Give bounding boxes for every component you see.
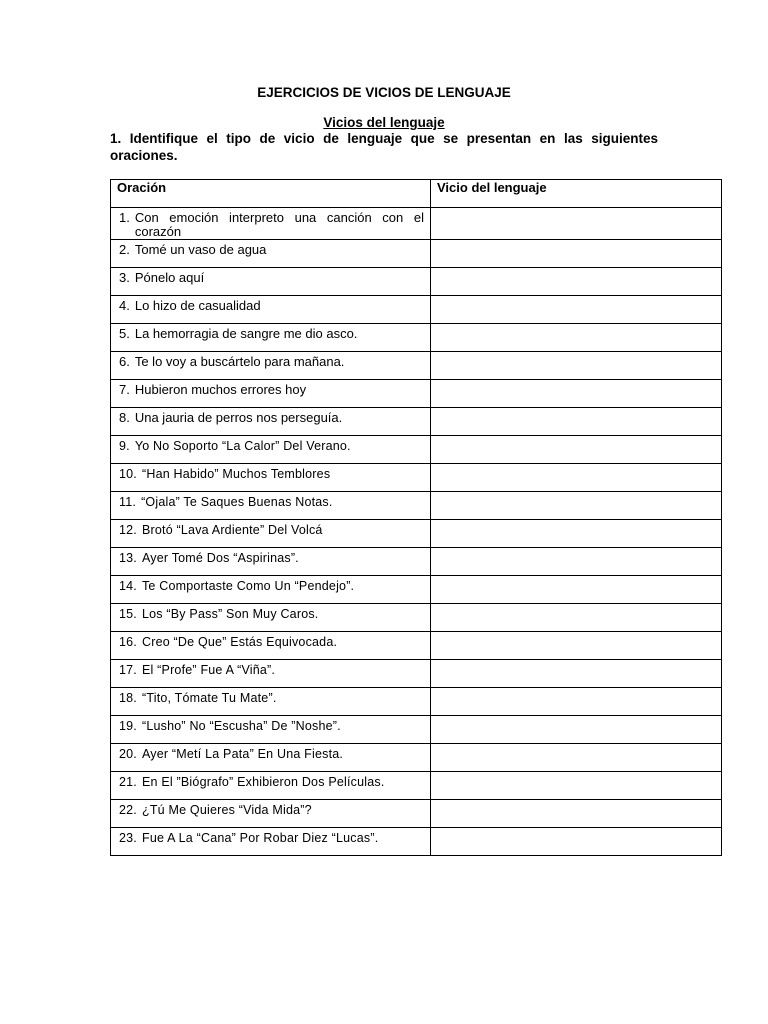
table-row — [111, 408, 722, 436]
answer-cell[interactable] — [431, 604, 722, 632]
row-number: 5. — [119, 326, 130, 341]
table-row — [111, 828, 722, 856]
sentence-text: Pónelo aquí — [134, 270, 205, 285]
sentence-text: “Lusho” No “Escusha” De ”Noshe”. — [141, 719, 341, 733]
sentence-cell — [111, 716, 431, 744]
answer-cell[interactable] — [431, 548, 722, 576]
table-row — [111, 436, 722, 464]
answer-cell[interactable] — [431, 716, 722, 744]
table-row — [111, 744, 722, 772]
exercise-table — [110, 179, 722, 856]
answer-cell[interactable] — [431, 744, 722, 772]
row-number: 22. — [119, 803, 137, 817]
row-number: 21. — [119, 775, 137, 789]
row-number: 4. — [119, 298, 130, 313]
sentence-text: El “Profe” Fue A “Viña”. — [141, 663, 276, 677]
row-number: 12. — [119, 523, 137, 537]
sentence-text: ¿Tú Me Quieres “Vida Mida”? — [141, 803, 312, 817]
sentence-cell — [111, 828, 431, 856]
row-number: 11. — [119, 495, 137, 509]
row-number: 2. — [119, 242, 130, 257]
answer-cell[interactable] — [431, 352, 722, 380]
sentence-text: Te Comportaste Como Un “Pendejo”. — [141, 579, 355, 593]
table-row — [111, 208, 722, 240]
table-row — [111, 464, 722, 492]
sentence-cell — [111, 660, 431, 688]
header-oracion: Oración — [111, 180, 431, 208]
row-number: 1. — [119, 210, 130, 225]
table-row — [111, 632, 722, 660]
sentence-cell — [111, 744, 431, 772]
sentence-text: Brotó “Lava Ardiente” Del Volcá — [141, 523, 323, 537]
answer-cell[interactable] — [431, 688, 722, 716]
answer-cell[interactable] — [431, 208, 722, 240]
answer-cell[interactable] — [431, 800, 722, 828]
sentence-text: Tomé un vaso de agua — [134, 242, 267, 257]
answer-cell[interactable] — [431, 324, 722, 352]
answer-cell[interactable] — [431, 576, 722, 604]
sentence-text: Lo hizo de casualidad — [134, 298, 261, 313]
answer-cell[interactable] — [431, 268, 722, 296]
table-row — [111, 576, 722, 604]
sentence-cell — [111, 688, 431, 716]
answer-cell[interactable] — [431, 772, 722, 800]
table-row — [111, 380, 722, 408]
answer-cell[interactable] — [431, 660, 722, 688]
row-number: 23. — [119, 831, 137, 845]
row-number: 6. — [119, 354, 130, 369]
sentence-cell — [111, 380, 431, 408]
sentence-text: Creo “De Que” Estás Equivocada. — [141, 635, 338, 649]
sentence-text: Con emoción interpreto una canción con el corazón — [134, 210, 424, 239]
sentence-text: Una jauria de perros nos perseguía. — [134, 410, 343, 425]
table-row — [111, 604, 722, 632]
row-number: 20. — [119, 747, 137, 761]
row-number: 13. — [119, 551, 137, 565]
table-row — [111, 296, 722, 324]
sentence-text: Los “By Pass” Son Muy Caros. — [141, 607, 319, 621]
sentence-cell — [111, 492, 431, 520]
document-subtitle: Vicios del lenguaje — [323, 115, 445, 130]
header-vicio: Vicio del lenguaje — [431, 180, 722, 208]
sentence-cell — [111, 408, 431, 436]
sentence-text: Ayer Tomé Dos “Aspirinas”. — [141, 551, 299, 565]
sentence-cell — [111, 632, 431, 660]
answer-cell[interactable] — [431, 520, 722, 548]
document-title: EJERCICIOS DE VICIOS DE LENGUAJE — [257, 85, 511, 100]
table-row — [111, 772, 722, 800]
sentence-text: “Tito, Tómate Tu Mate”. — [141, 691, 277, 705]
answer-cell[interactable] — [431, 408, 722, 436]
row-number: 7. — [119, 382, 130, 397]
sentence-text: “Han Habido” Muchos Temblores — [141, 467, 331, 481]
row-number: 10. — [119, 467, 137, 481]
sentence-cell — [111, 352, 431, 380]
table-row — [111, 716, 722, 744]
exercise-instruction: 1. Identifique el tipo de vicio de lenguaje que se presentan en las siguientes oraciones. — [110, 131, 658, 163]
table-row — [111, 492, 722, 520]
table-row — [111, 548, 722, 576]
sentence-text: Fue A La “Cana” Por Robar Diez “Lucas”. — [141, 831, 379, 845]
sentence-cell — [111, 800, 431, 828]
table-row — [111, 688, 722, 716]
sentence-cell — [111, 324, 431, 352]
row-number: 17. — [119, 663, 137, 677]
sentence-cell — [111, 208, 431, 240]
table-row — [111, 520, 722, 548]
sentence-cell — [111, 436, 431, 464]
row-number: 16. — [119, 635, 137, 649]
answer-cell[interactable] — [431, 492, 722, 520]
answer-cell[interactable] — [431, 632, 722, 660]
table-row — [111, 324, 722, 352]
sentence-cell — [111, 548, 431, 576]
sentence-cell — [111, 604, 431, 632]
row-number: 15. — [119, 607, 137, 621]
answer-cell[interactable] — [431, 464, 722, 492]
row-number: 8. — [119, 410, 130, 425]
sentence-cell — [111, 772, 431, 800]
answer-cell[interactable] — [431, 380, 722, 408]
sentence-cell — [111, 268, 431, 296]
row-number: 14. — [119, 579, 137, 593]
answer-cell[interactable] — [431, 436, 722, 464]
row-number: 18. — [119, 691, 137, 705]
sentence-cell — [111, 576, 431, 604]
row-number: 19. — [119, 719, 137, 733]
sentence-text: Te lo voy a buscártelo para mañana. — [134, 354, 345, 369]
answer-cell[interactable] — [431, 240, 722, 268]
table-row — [111, 268, 722, 296]
sentence-text: En El ”Biógrafo” Exhibieron Dos Películas. — [141, 775, 385, 789]
sentence-text: Hubieron muchos errores hoy — [134, 382, 307, 397]
row-number: 3. — [119, 270, 130, 285]
sentence-cell — [111, 296, 431, 324]
table-row — [111, 240, 722, 268]
table-row — [111, 352, 722, 380]
answer-cell[interactable] — [431, 296, 722, 324]
row-number: 9. — [119, 439, 130, 453]
sentence-cell — [111, 464, 431, 492]
table-row — [111, 800, 722, 828]
table-header-row — [111, 180, 722, 208]
table-row — [111, 660, 722, 688]
sentence-text: Yo No Soporto “La Calor” Del Verano. — [134, 439, 351, 453]
answer-cell[interactable] — [431, 828, 722, 856]
sentence-cell — [111, 240, 431, 268]
sentence-text: La hemorragia de sangre me dio asco. — [134, 326, 358, 341]
sentence-text: “Ojala” Te Saques Buenas Notas. — [141, 495, 333, 509]
sentence-cell — [111, 520, 431, 548]
sentence-text: Ayer “Metí La Pata” En Una Fiesta. — [141, 747, 344, 761]
